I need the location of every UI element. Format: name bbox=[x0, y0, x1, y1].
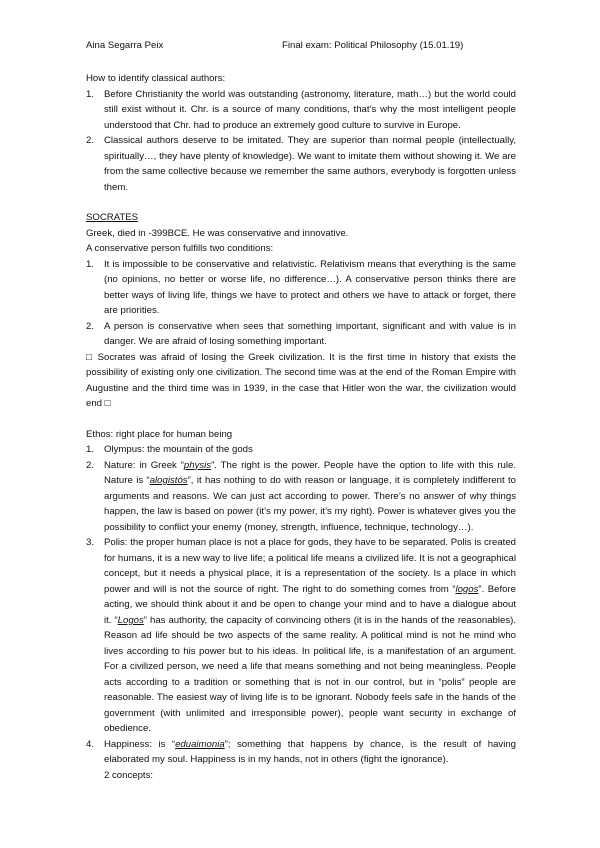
list-number: 1. bbox=[86, 444, 95, 455]
text-run: Happiness: is “ bbox=[104, 738, 176, 750]
list-number: 4. bbox=[86, 738, 95, 750]
greek-term: logos bbox=[455, 583, 479, 595]
list-number: 2. bbox=[86, 459, 95, 471]
greek-term: Logos bbox=[117, 614, 144, 626]
socrates-list bbox=[86, 257, 516, 350]
spacer bbox=[86, 195, 516, 210]
list-item-text: Olympus: the mountain of the gods bbox=[104, 444, 253, 455]
intro-title: How to identify classical authors: bbox=[86, 73, 226, 84]
text-run: ”, it has nothing to do with reason or language, it is completely indifferent to arguments and reasons. We can just act according to power. There’s no answer of why things happen, the law is based on power (it’s my power, it’s my right). Power is whatever gives you the possibility to conflict your enemy (money, strength, influence, technique, technology…). bbox=[104, 475, 517, 533]
list-number: 2. bbox=[86, 135, 95, 146]
list-item-text: A person is conservative when sees that something important, significant and with value is in danger. We are afraid of losing something important. bbox=[104, 320, 516, 347]
greek-term: alogistós bbox=[149, 475, 188, 486]
text-run: ” has authority, the capacity of convincing others (it is in the hands of the reasonables). Reason ad life should be two aspects of the same reality. A political mind is not he mind who lives according to his power but to his ideas. In political life, is a manifestation of an argument. For a civilized person, we need a life that means something and not being meaningless. People acts according to a tradition or something that is not in our control, but in “polis” people are reasonable. The easiest way of living life is to be ignorant. Nobody feels safe in the hands of the government (with unlimited and irresponsible power), people want security in exchange of obedience. bbox=[104, 614, 516, 734]
page-header bbox=[86, 38, 516, 52]
list-number: 1. bbox=[86, 258, 95, 270]
text-run: ”. The right is the power. People have the option to life with this rule. Nature is “ bbox=[104, 459, 516, 486]
list-item bbox=[86, 442, 516, 458]
ethos-list bbox=[86, 442, 516, 768]
list-item bbox=[86, 737, 516, 768]
socrates-note: □ Socrates was afraid of losing the Greek civilization. It is the first time in history that exists the possibility of existing only one civilization. The second time was at the end of the Roman Empire with Augustine and the third time was in 1939, in the case that Hitler won the war, the civilization would end □ bbox=[86, 351, 516, 409]
spacer bbox=[86, 412, 516, 427]
list-number: 1. bbox=[86, 88, 95, 100]
ethos-title: Ethos: right place for human being bbox=[86, 428, 233, 440]
greek-term: physis bbox=[183, 459, 212, 471]
list-item bbox=[86, 133, 516, 195]
list-item-text: Classical authors deserve to be imitated. They are superior than normal people (intellectually, spiritually…, they have plenty of knowledge). We want to imitate them without showing it. We are from the same collective because we remember the same authors, everybody is forgotten unless them. bbox=[104, 135, 516, 193]
text-run: ”; something that happens by chance, is the result of having elaborated my soul. Happiness is in my hands, not in others (fight the ignorance). bbox=[104, 738, 517, 765]
text-run: Nature: in Greek “ bbox=[104, 459, 184, 471]
list-item bbox=[86, 87, 516, 134]
exam-title: Final exam: Political Philosophy (15.01.19) bbox=[282, 40, 464, 51]
author-name: Aina Segarra Peix bbox=[86, 40, 164, 51]
intro-list bbox=[86, 87, 516, 196]
list-item bbox=[86, 319, 516, 350]
document-body bbox=[86, 71, 516, 783]
list-item-text: Before Christianity the world was outstanding (astronomy, literature, math…) but the world could still exist without it. Chr. is a source of many conditions, that’s why the most intelligent people understood that Chr. had to produce an extremely good culture to survive in Europe. bbox=[104, 88, 516, 131]
text-run: ”. Before acting, we should think about it and be open to change your mind and to have a dialogue about it. “ bbox=[104, 583, 516, 626]
list-item-text: It is impossible to be conservative and relativistic. Relativism means that everything is the same (no opinions, no better or worse life, no difference…). A conservative person thinks there are better ways of living life, things we have to protect and others we have to attack or forget, there are priorities. bbox=[104, 258, 516, 316]
socrates-intro: Greek, died in -399BCE. He was conservative and innovative. bbox=[86, 227, 349, 239]
list-item bbox=[86, 257, 516, 319]
list-item bbox=[86, 535, 516, 737]
socrates-conditions-title: A conservative person fulfills two conditions: bbox=[86, 243, 274, 254]
greek-term: eduaimonia bbox=[175, 738, 225, 750]
list-number: 2. bbox=[86, 320, 95, 332]
list-item bbox=[86, 458, 516, 536]
section-heading-socrates: SOCRATES bbox=[86, 212, 139, 223]
concepts-label: 2 concepts: bbox=[104, 769, 154, 781]
text-run: Polis: the proper human place is not a place for gods, they have to be separated. Polis is created for humans, it is a new way to live life; a political life means a civilized life. It is not a geographical concept, but it needs a physical place, it is a representation of the society. Is a place in which power and will is not the source of right. The right to do something comes from “ bbox=[104, 537, 516, 595]
list-number: 3. bbox=[86, 537, 95, 548]
